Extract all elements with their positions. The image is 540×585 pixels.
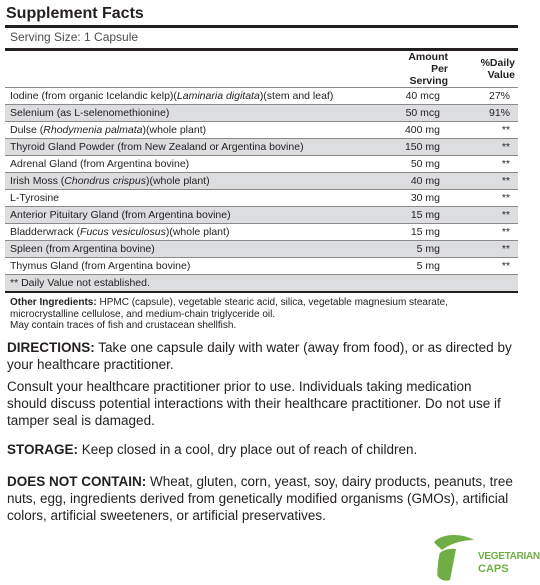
storage-label: STORAGE: [7, 442, 79, 457]
ingredient-amount: 30 mg [393, 190, 458, 207]
ingredient-latin-name: Laminaria digitata [176, 90, 260, 102]
dv-header: %Daily Value [480, 57, 515, 81]
ingredient-daily-value: ** [458, 224, 518, 241]
ingredient-name [5, 88, 393, 105]
ingredient-name-text: Thyroid Gland Powder (from New Zealand or Argentina bovine) [10, 141, 304, 153]
table-row [5, 241, 518, 258]
ingredient-name-text: Anterior Pituitary Gland (from Argentina bovine) [10, 209, 231, 221]
ingredient-amount: 400 mg [393, 122, 458, 139]
facts-table [5, 51, 518, 291]
ingredient-name [5, 241, 393, 258]
ingredient-name-text: L-Tyrosine [10, 192, 60, 204]
table-header-row [5, 51, 518, 88]
ingredient-amount: 50 mg [393, 156, 458, 173]
storage-text: Keep closed in a cool, dry place out of reach of children. [78, 442, 418, 457]
other-ingredients-label: Other Ingredients: [10, 297, 97, 308]
other-ingredients-text: HPMC (capsule), vegetable stearic acid, silica, vegetable magnesium stearate, microcrystalline cellulose, and medium-chain triglyceride oil. [10, 297, 448, 320]
ingredient-daily-value: ** [458, 258, 518, 275]
ingredient-latin-name: Fucus vesiculosus [80, 226, 166, 238]
ingredient-name [5, 139, 393, 156]
ingredient-name-text: Thymus Gland (from Argentina bovine) [10, 260, 191, 272]
ingredient-name-suffix: )(whole plant) [165, 226, 230, 238]
ingredient-latin-name: Rhodymenia palmata [43, 124, 143, 136]
badge-line2: CAPS [478, 563, 509, 575]
table-row [5, 156, 518, 173]
directions [7, 339, 515, 373]
ingredient-name [5, 173, 393, 190]
ingredient-name [5, 207, 393, 224]
ingredient-amount: 40 mg [393, 173, 458, 190]
ingredient-name [5, 105, 393, 122]
table-row [5, 173, 518, 190]
ingredient-name [5, 156, 393, 173]
directions-text: Take one capsule daily with water (away from food), or as directed by your healthcare practitioner. [7, 340, 512, 372]
table-row [5, 207, 518, 224]
ingredient-name [5, 190, 393, 207]
table-row [5, 224, 518, 241]
ingredient-daily-value: ** [458, 122, 518, 139]
ingredient-daily-value: 27% [458, 88, 518, 105]
ingredient-daily-value: 91% [458, 105, 518, 122]
other-ingredients [5, 293, 518, 332]
does-not-contain-text: Wheat, gluten, corn, yeast, soy, dairy products, peanuts, tree nuts, egg, ingredients derived from genetically modified organisms (GMOs), artificial colors, artificial sweeteners, or artificial preservatives. [7, 474, 513, 523]
storage [7, 441, 515, 458]
ingredient-daily-value: ** [458, 139, 518, 156]
ingredient-name-text: Spleen (from Argentina bovine) [10, 243, 155, 255]
ingredient-amount: 40 mcg [393, 88, 458, 105]
ingredient-amount: 15 mg [393, 207, 458, 224]
ingredient-name-text: Bladderwrack ( [10, 226, 81, 238]
consult-warning: Consult your healthcare practitioner prior to use. Individuals taking medication should discuss potential interactions with their healthcare practitioner. Do not use if tamper seal is damaged. [7, 379, 501, 428]
ingredient-name-suffix: )(stem and leaf) [259, 90, 334, 102]
badge-line1: VEGETARIAN [478, 551, 540, 562]
ingredient-name-suffix: )(whole plant) [145, 175, 210, 187]
table-row [5, 139, 518, 156]
ingredient-name-text: Selenium (as L-selenomethionine) [10, 107, 170, 119]
table-row [5, 258, 518, 275]
table-row [5, 105, 518, 122]
ingredient-daily-value: ** [458, 173, 518, 190]
ingredient-name [5, 258, 393, 275]
footnote-row [5, 275, 518, 292]
table-row [5, 88, 518, 105]
directions-label: DIRECTIONS: [7, 340, 95, 355]
daily-value-footnote: ** Daily Value not established. [5, 275, 518, 292]
ingredient-name [5, 224, 393, 241]
table-row [5, 122, 518, 139]
ingredient-amount: 15 mg [393, 224, 458, 241]
may-contain-text: May contain traces of fish and crustacean shellfish. [10, 320, 237, 331]
ingredient-daily-value: ** [458, 207, 518, 224]
ingredient-daily-value: ** [458, 156, 518, 173]
does-not-contain [7, 473, 515, 524]
ingredient-name-text: Adrenal Gland (from Argentina bovine) [10, 158, 190, 170]
ingredient-name-text: Iodine (from organic Icelandic kelp)( [10, 90, 177, 102]
ingredient-amount: 50 mcg [393, 105, 458, 122]
ingredient-amount: 5 mg [393, 258, 458, 275]
ingredient-amount: 5 mg [393, 241, 458, 258]
amount-header: Amount Per Serving [408, 51, 448, 87]
facts-title: Supplement Facts [6, 5, 144, 22]
does-not-contain-label: DOES NOT CONTAIN: [7, 474, 147, 489]
ingredient-latin-name: Chondrus crispus [64, 175, 146, 187]
table-row [5, 190, 518, 207]
ingredient-amount: 150 mg [393, 139, 458, 156]
ingredient-name-suffix: )(whole plant) [142, 124, 207, 136]
serving-size: Serving Size: 1 Capsule [10, 30, 139, 44]
supplement-facts-panel [5, 3, 518, 332]
ingredient-name [5, 122, 393, 139]
ingredient-daily-value: ** [458, 190, 518, 207]
ingredient-name-text: Irish Moss ( [10, 175, 65, 187]
ingredient-name-text: Dulse ( [10, 124, 44, 136]
ingredient-daily-value: ** [458, 241, 518, 258]
